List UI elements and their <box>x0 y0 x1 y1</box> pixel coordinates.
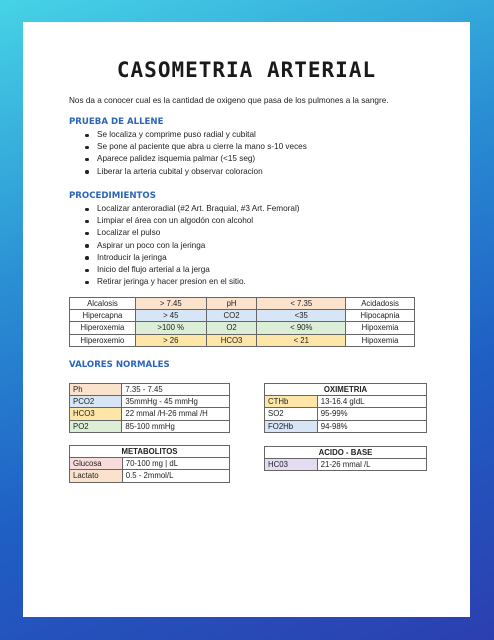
table-cell: PCO2 <box>70 396 122 408</box>
list-item: Retirar jeringa y hacer presion en el sitio. <box>85 276 300 288</box>
table-row <box>70 384 230 396</box>
table-cell: HCO3 <box>70 408 122 420</box>
table-row <box>70 408 230 420</box>
table-cell: O2 <box>206 322 257 334</box>
table-cell: <35 <box>257 310 346 322</box>
table-row <box>70 322 415 334</box>
table-cell: Hipercapna <box>70 310 136 322</box>
table-cell: >100 % <box>135 322 206 334</box>
table-cell: Hipoxemia <box>346 334 415 346</box>
oximetria-table <box>264 383 427 433</box>
acido-base-title: ACIDO - BASE <box>265 447 427 459</box>
table-row <box>70 470 230 482</box>
table-cell: < 21 <box>257 334 346 346</box>
list-item: Liberar la arteria cubital y observar coloracion <box>85 166 307 178</box>
metabolitos-table <box>69 445 230 483</box>
metabolitos-title: METABOLITOS <box>70 446 230 458</box>
table-cell: Hipocapnia <box>346 310 415 322</box>
table-cell: 94-98% <box>317 420 426 432</box>
table-row <box>70 310 415 322</box>
table-cell: HCO3 <box>206 334 257 346</box>
table-cell: Hiperoxemia <box>70 322 136 334</box>
table-cell: > 45 <box>135 310 206 322</box>
page-title: CASOMETRIA ARTERIAL <box>116 58 377 82</box>
table-cell: 35mmHg - 45 mmHg <box>122 396 230 408</box>
valores-heading: VALORES NORMALES <box>69 360 170 370</box>
table-cell: 13-16.4 gIdL <box>317 396 426 408</box>
procedimientos-heading: PROCEDIMIENTOS <box>69 191 156 201</box>
table-cell: Lactato <box>70 470 123 482</box>
list-item: Introducir la jeringa <box>85 252 300 264</box>
list-item: Se localiza y comprime puso radial y cubital <box>85 129 307 141</box>
table-row <box>70 298 415 310</box>
list-item: Localizar el pulso <box>85 227 300 239</box>
table-row <box>70 458 230 470</box>
table-row <box>265 384 427 396</box>
table-cell: Hipoxemia <box>346 322 415 334</box>
document-page <box>23 22 470 617</box>
table-cell: Ph <box>70 384 122 396</box>
table-cell: Acidadosis <box>346 298 415 310</box>
table-row <box>265 408 427 420</box>
table-cell: > 7.45 <box>135 298 206 310</box>
list-item: Localizar anteroradial (#2 Art. Braquial, #3 Art. Femoral) <box>85 203 300 215</box>
table-cell: SO2 <box>265 408 318 420</box>
table-cell: CTHb <box>265 396 318 408</box>
comparison-table <box>69 297 415 347</box>
list-item: Inicio del flujo arterial a la jerga <box>85 264 300 276</box>
table-cell: < 7.35 <box>257 298 346 310</box>
table-cell: HC03 <box>265 459 318 471</box>
table-row <box>70 446 230 458</box>
table-row <box>265 447 427 459</box>
table-cell: CO2 <box>206 310 257 322</box>
valores-table <box>69 383 230 433</box>
list-item: Aspirar un poco con la jeringa <box>85 240 300 252</box>
list-item: Aparece palidez isquemia palmar (<15 seg) <box>85 153 307 165</box>
list-item: Limpiar el área con un algodón con alcohol <box>85 215 300 227</box>
table-cell: < 90% <box>257 322 346 334</box>
table-cell: 22 mmal /H-26 mmal /H <box>122 408 230 420</box>
oximetria-title: OXIMETRIA <box>265 384 427 396</box>
table-row <box>70 420 230 432</box>
table-cell: 70-100 mg | dL <box>122 458 229 470</box>
table-cell: 7.35 - 7.45 <box>122 384 230 396</box>
table-cell: > 26 <box>135 334 206 346</box>
table-row <box>265 420 427 432</box>
table-cell: 85-100 mmHg <box>122 420 230 432</box>
allen-list <box>85 129 307 178</box>
table-cell: Hiperoxemio <box>70 334 136 346</box>
intro-text: Nos da a conocer cual es la cantidad de oxigeno que pasa de los pulmones a la sangre. <box>69 96 389 105</box>
table-cell: Alcalosis <box>70 298 136 310</box>
table-cell: FO2Hb <box>265 420 318 432</box>
table-row <box>265 396 427 408</box>
table-cell: 0.5 - 2mmol/L <box>122 470 229 482</box>
table-cell: PO2 <box>70 420 122 432</box>
list-item: Se pone al paciente que abra u cierre la mano s-10 veces <box>85 141 307 153</box>
table-cell: 95-99% <box>317 408 426 420</box>
procedimientos-list <box>85 203 300 288</box>
allen-heading: PRUEBA DE ALLENE <box>69 117 164 127</box>
table-row <box>70 334 415 346</box>
table-cell: pH <box>206 298 257 310</box>
acido-base-table <box>264 446 427 471</box>
table-row <box>265 459 427 471</box>
table-cell: Glucosa <box>70 458 123 470</box>
table-cell: 21-26 mmal /L <box>317 459 426 471</box>
table-row <box>70 396 230 408</box>
